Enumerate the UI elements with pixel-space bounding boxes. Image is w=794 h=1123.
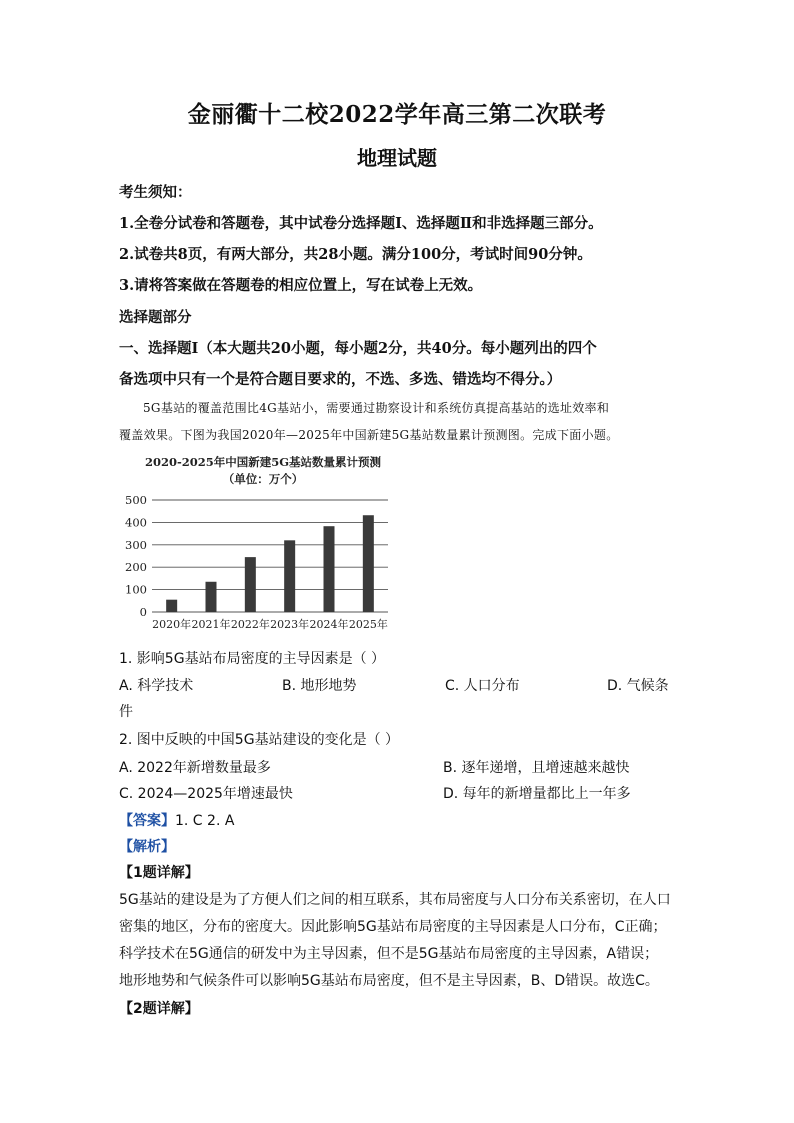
chart-subtitle: （单位：万个） <box>222 472 304 486</box>
question-1-option-d[interactable]: D. 气候条 <box>607 678 669 694</box>
answer-line <box>119 810 234 830</box>
intro-line1: 5G基站的覆盖范围比4G基站小，需要通过勘察设计和系统仿真提高基站的选址效率和 <box>143 401 610 415</box>
q1-detail-line-1: 5G基站的建设是为了方便人们之间的相互联系，其布局密度与人口分布关系密切，在人口 <box>119 892 671 908</box>
question-2-stem: 2. 图中反映的中国5G基站建设的变化是（ ） <box>119 732 400 748</box>
x-tick-label: 2021年 <box>191 618 231 631</box>
question-1-stem: 1. 影响5G基站布局密度的主导因素是（ ） <box>119 651 386 667</box>
q2-detail-heading: 【2题详解】 <box>119 1001 199 1017</box>
question-1-option-b[interactable]: B. 地形地势 <box>282 678 357 694</box>
exam-title: 金丽衢十二校2022学年高三第二次联考 <box>187 101 607 128</box>
question-1-option-a[interactable]: A. 科学技术 <box>119 678 194 694</box>
bar-2021年 <box>206 582 217 612</box>
y-tick-label: 0 <box>139 605 147 619</box>
q1-detail-line-2: 密集的地区，分布的密度大。因此影响5G基站布局密度的主导因素是人口分布，C正确； <box>119 919 667 935</box>
section-heading-line2: 备选项中只有一个是符合题目要求的，不选、多选、错选均不得分。） <box>119 371 562 388</box>
y-tick-label: 200 <box>125 560 147 575</box>
part-title: 选择题部分 <box>119 309 192 326</box>
question-1-option-d-wrap: 件 <box>119 704 133 720</box>
chart-title: 2020-2025年中国新建5G基站数量累计预测 <box>144 455 382 469</box>
y-tick-label: 500 <box>125 493 147 507</box>
notice-item-2: 2.试卷共8页，有两大部分，共28小题。满分100分，考试时间90分钟。 <box>119 246 592 263</box>
x-tick-label: 2023年 <box>270 618 310 631</box>
bar-2022年 <box>245 557 256 612</box>
bar-2024年 <box>324 526 335 612</box>
q1-detail-heading: 【1题详解】 <box>119 865 199 881</box>
question-2-option-b[interactable]: B. 逐年递增，且增速越来越快 <box>443 760 630 776</box>
notice-item-1: 1.全卷分试卷和答题卷，其中试卷分选择题Ⅰ、选择题Ⅱ和非选择题三部分。 <box>119 215 603 232</box>
section-heading-line1: 一、选择题Ⅰ（本大题共20小题，每小题2分，共40分。每小题列出的四个 <box>119 340 597 357</box>
analysis-label: 【解析】 <box>119 839 175 855</box>
x-tick-label: 2020年 <box>152 618 192 631</box>
q1-detail-line-4: 地形地势和气候条件可以影响5G基站布局密度，但不是主导因素，B、D错误。故选C。 <box>119 973 659 989</box>
q1-detail-line-3: 科学技术在5G通信的研发中为主导因素，但不是5G基站布局密度的主导因素，A错误； <box>119 946 659 962</box>
answer-text: 1. C 2. A <box>175 813 235 829</box>
notice-heading: 考生须知： <box>119 184 192 201</box>
bar-2023年 <box>284 540 295 612</box>
question-2-option-c[interactable]: C. 2024—2025年增速最快 <box>119 786 293 802</box>
bar-2025年 <box>363 515 374 612</box>
question-2-option-a[interactable]: A. 2022年新增数量最多 <box>119 760 271 776</box>
y-tick-label: 100 <box>125 582 147 597</box>
y-tick-label: 300 <box>125 537 147 552</box>
bar-chart <box>118 452 398 632</box>
answer-label: 【答案】 <box>119 813 175 829</box>
subject-title: 地理试题 <box>357 146 437 170</box>
notice-item-3: 3.请将答案做在答题卷的相应位置上，写在试卷上无效。 <box>119 277 483 294</box>
x-tick-label: 2024年 <box>309 618 349 631</box>
question-1-option-c[interactable]: C. 人口分布 <box>445 678 520 694</box>
x-tick-label: 2022年 <box>230 618 270 631</box>
question-2-option-d[interactable]: D. 每年的新增量都比上一年多 <box>443 786 631 802</box>
x-tick-label: 2025年 <box>348 618 388 631</box>
bar-2020年 <box>166 600 177 612</box>
y-tick-label: 400 <box>125 515 147 530</box>
intro-line2: 覆盖效果。下图为我国2020年—2025年中国新建5G基站数量累计预测图。完成下面小题。 <box>119 428 619 442</box>
